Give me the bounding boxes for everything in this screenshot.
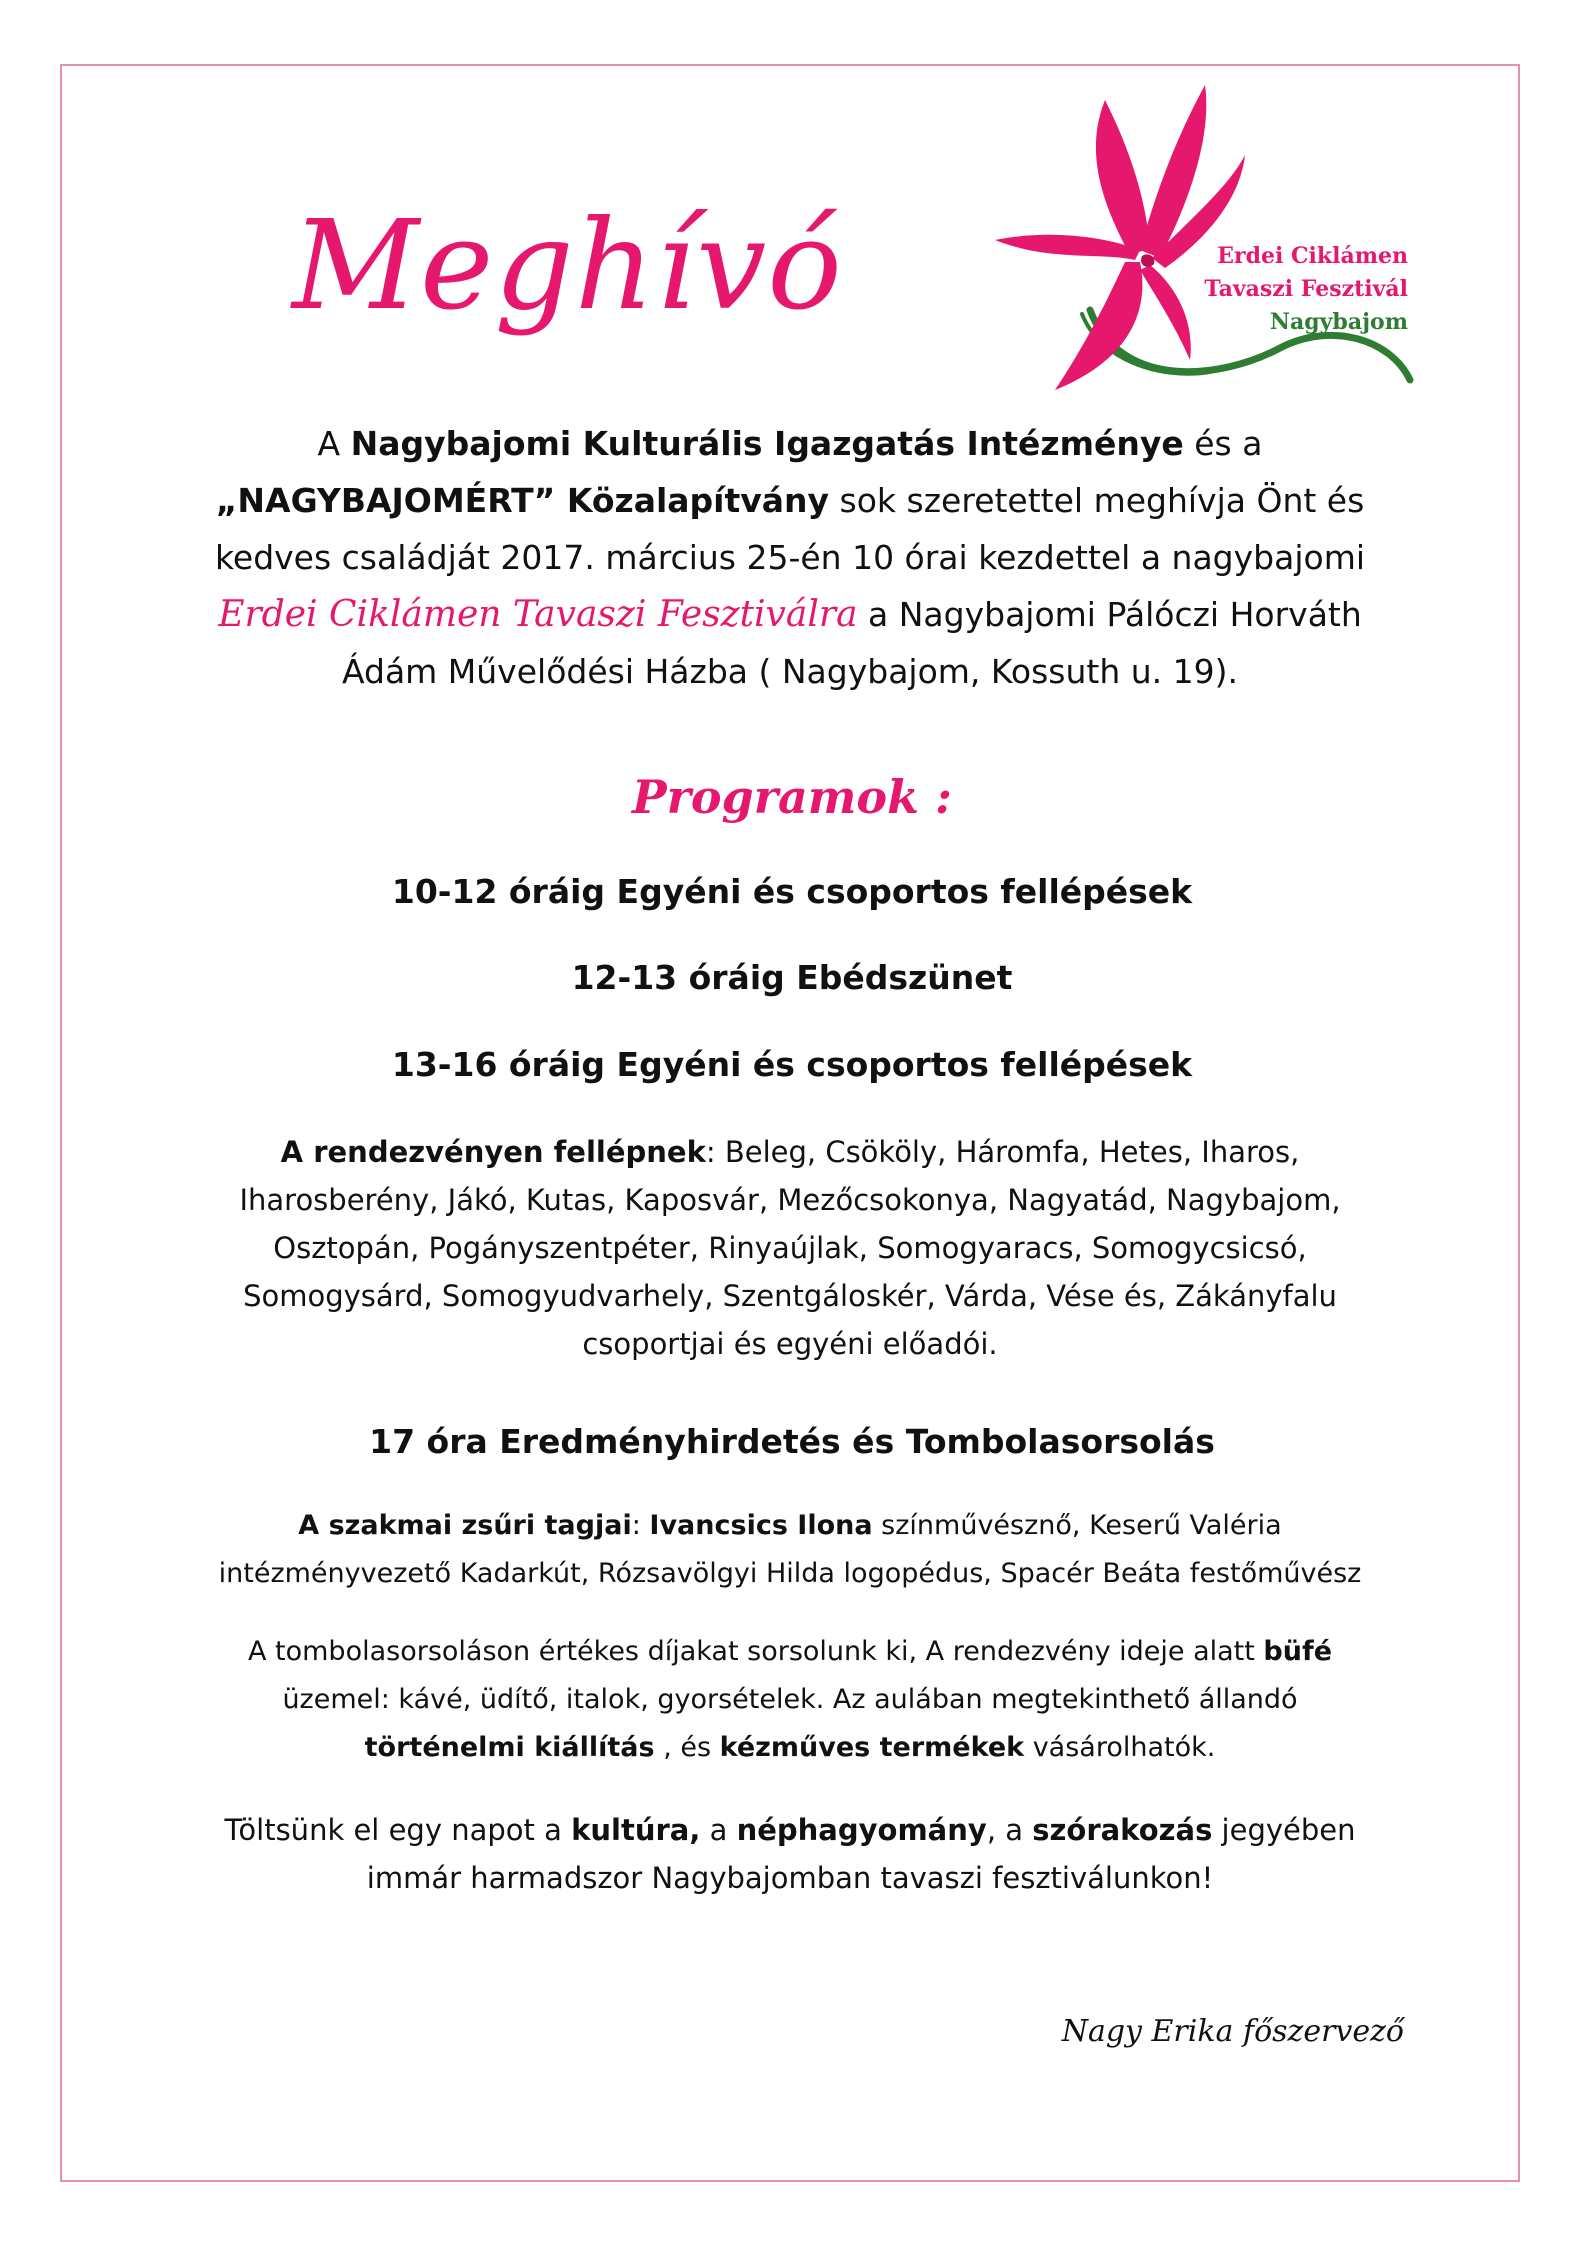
- performers-line-2: Iharosberény, Jákó, Kutas, Kaposvár, Mezőcsokonya, Nagyatád, Nagybajom,: [239, 1183, 1341, 1217]
- organizer-name: Nagybajomi Kulturális Igazgatás Intézménye: [350, 424, 1184, 463]
- closing-paragraph: [100, 1806, 1480, 1902]
- program-item: 13-16 óráig Egyéni és csoportos fellépések: [391, 1045, 1193, 1084]
- performers-line-4: Somogysárd, Somogyudvarhely, Szentgáloskér, Várda, Vése és, Zákányfalu: [243, 1279, 1337, 1313]
- logo-line-3: Nagybajom: [1269, 309, 1408, 335]
- performers-line-5: csoportjai és egyéni előadói.: [582, 1327, 998, 1361]
- festival-name: Erdei Ciklámen Tavaszi Fesztiválra: [218, 594, 858, 635]
- performers-line-3: Osztopán, Pogányszentpéter, Rinyaújlak, Somogyaracs, Somogycsicsó,: [273, 1231, 1307, 1265]
- program-item: 10-12 óráig Egyéni és csoportos fellépések: [391, 872, 1193, 911]
- jury-line-1: A szakmai zsűri tagjai: Ivancsics Ilona színművésznő, Keserű Valéria: [298, 1510, 1282, 1541]
- logo-text: [1204, 240, 1408, 339]
- intro-line-4: Erdei Ciklámen Tavaszi Fesztiválra a Nagybajomi Pálóczi Horváth: [218, 594, 1362, 635]
- performers-label: A rendezvényen fellépnek: [280, 1135, 706, 1169]
- closing-line-2: immár harmadszor Nagybajomban tavaszi fesztiválunkon!: [366, 1861, 1214, 1895]
- raffle-line-3: történelmi kiállítás , és kézműves termékek vásárolhatók.: [364, 1732, 1216, 1763]
- program-item: 12-13 óráig Ebédszünet: [571, 958, 1013, 997]
- intro-line-1: A Nagybajomi Kulturális Igazgatás Intézménye és a: [317, 424, 1263, 463]
- foundation-name: „NAGYBAJOMÉRT” Közalapítvány: [215, 481, 830, 520]
- jury-paragraph: [100, 1502, 1480, 1598]
- raffle-line-2: üzemel: kávé, üdítő, italok, gyorsételek. Az aulában megtekinthető állandó: [282, 1684, 1298, 1715]
- intro-paragraph: [100, 415, 1480, 700]
- intro-line-2: „NAGYBAJOMÉRT” Közalapítvány sok szeretettel meghívja Önt és: [215, 481, 1365, 520]
- closing-line-1: Töltsünk el egy napot a kultúra, a néphagyomány, a szórakozás jegyében: [224, 1813, 1356, 1847]
- intro-line-3: kedves családját 2017. március 25-én 10 órai kezdettel a nagybajomi: [214, 538, 1366, 577]
- page-title: Meghívó: [292, 194, 843, 338]
- results-line: 17 óra Eredményhirdetés és Tombolasorsolás: [369, 1422, 1215, 1461]
- performers-line-1: A rendezvényen fellépnek: Beleg, Csököly, Háromfa, Hetes, Iharos,: [280, 1135, 1300, 1169]
- jury-first-member: Ivancsics Ilona: [649, 1510, 873, 1541]
- logo-line-1: Erdei Ciklámen: [1217, 243, 1408, 269]
- jury-line-2: intézményvezető Kadarkút, Rózsavölgyi Hilda logopédus, Spacér Beáta festőművész: [218, 1558, 1362, 1589]
- signature: Nagy Erika főszervező: [1061, 2014, 1404, 2049]
- programs-heading: Programok :: [632, 770, 952, 824]
- raffle-line-1: A tombolasorsoláson értékes díjakat sorsolunk ki, A rendezvény ideje alatt büfé: [247, 1636, 1333, 1667]
- performers-paragraph: [100, 1128, 1480, 1368]
- festival-logo: [990, 80, 1430, 400]
- jury-label: A szakmai zsűri tagjai: [298, 1510, 632, 1541]
- logo-line-2: Tavaszi Fesztivál: [1204, 276, 1408, 302]
- raffle-paragraph: [100, 1628, 1480, 1772]
- intro-line-5: Ádám Művelődési Házba ( Nagybajom, Kossuth u. 19).: [342, 652, 1238, 691]
